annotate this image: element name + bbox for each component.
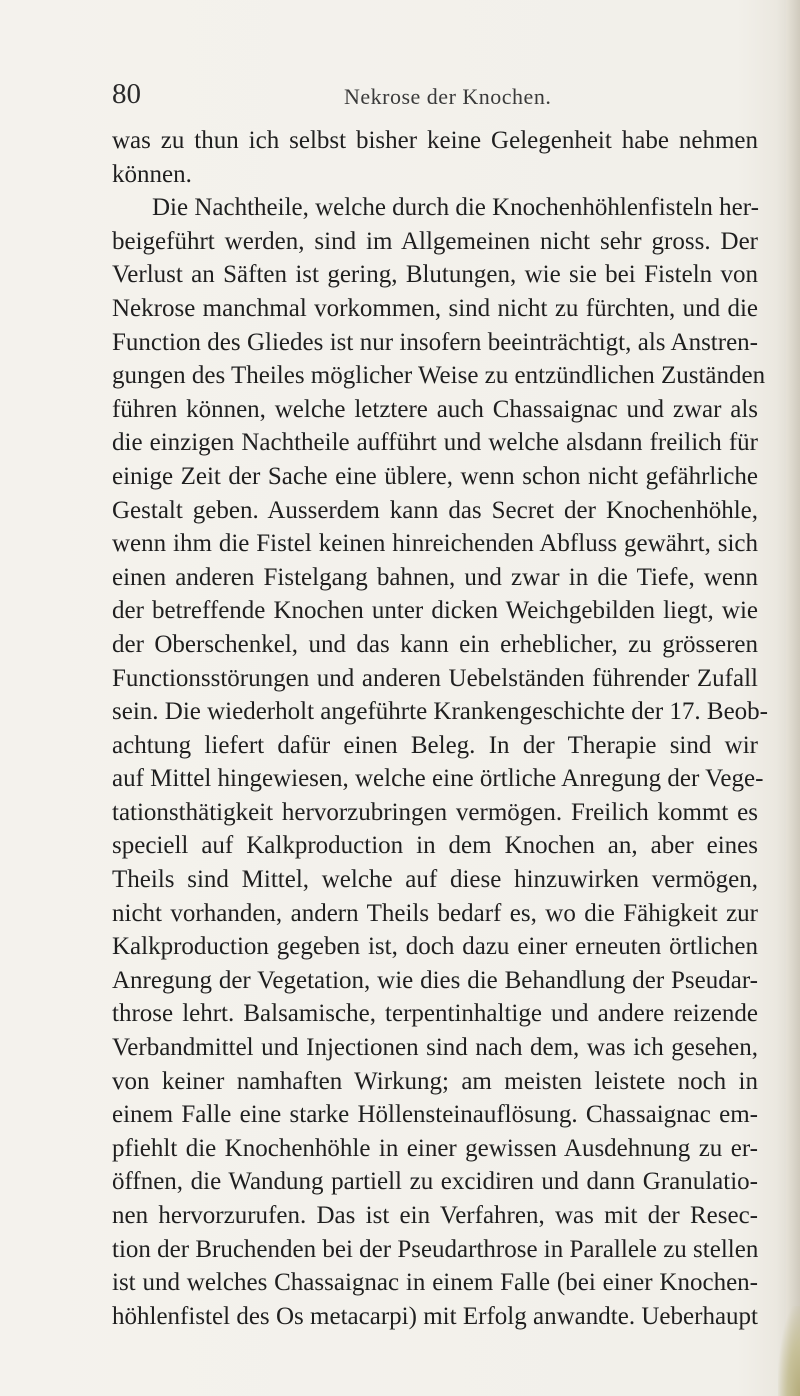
- text-line: Functionsstörungen und anderen Uebelständen führender Zufall: [112, 664, 758, 692]
- text-line: sein. Die wiederholt angeführte Krankengeschichte der 17. Beob-: [112, 698, 769, 726]
- text-line: einen anderen Fistelgang bahnen, und zwar in die Tiefe, wenn: [112, 563, 758, 591]
- text-line: tationsthätigkeit hervorzubringen vermögen. Freilich kommt es: [112, 798, 758, 826]
- page-edge-shadow: [786, 0, 800, 1396]
- text-line: tion der Bruchenden bei der Pseudarthrose in Parallele zu stellen: [112, 1235, 759, 1263]
- text-line: der betreffende Knochen unter dicken Weichgebilden liegt, wie: [112, 597, 758, 625]
- text-line: ist und welches Chassaignac in einem Falle (bei einer Knochen-: [112, 1269, 758, 1297]
- text-line: nicht vorhanden, andern Theils bedarf es, wo die Fähigkeit zur: [112, 899, 758, 927]
- text-line: gungen des Theiles möglicher Weise zu entzündlichen Zuständen: [112, 362, 766, 390]
- text-line: Verlust an Säften ist gering, Blutungen, wie sie bei Fisteln von: [112, 261, 758, 289]
- text-line: Die Nachtheile, welche durch die Knochenhöhlenfisteln her-: [152, 194, 759, 222]
- text-line: öffnen, die Wandung partiell zu excidiren und dann Granulatio-: [112, 1168, 758, 1196]
- text-line: Kalkproduction gegeben ist, doch dazu einer erneuten örtlichen: [112, 933, 758, 961]
- page-header: [112, 78, 752, 114]
- text-line: der Oberschenkel, und das kann ein erheblicher, zu grösseren: [112, 630, 758, 658]
- text-line: nen hervorzurufen. Das ist ein Verfahren, was mit der Resec-: [112, 1202, 758, 1229]
- text-line: einem Falle eine starke Höllensteinauflösung. Chassaignac em-: [112, 1101, 758, 1129]
- text-line: Gestalt geben. Ausserdem kann das Secret der Knochenhöhle,: [112, 496, 758, 524]
- text-line: speciell auf Kalkproduction in dem Knochen an, aber eines: [112, 832, 758, 860]
- text-line: achtung liefert dafür einen Beleg. In der Therapie sind wir: [112, 731, 758, 759]
- text-line: Theils sind Mittel, welche auf diese hinzuwirken vermögen,: [112, 866, 758, 894]
- text-line: führen können, welche letztere auch Chassaignac und zwar als: [112, 395, 758, 423]
- text-line: was zu thun ich selbst bisher keine Gelegenheit habe nehmen: [112, 127, 758, 154]
- text-line: beigeführt werden, sind im Allgemeinen nicht sehr gross. Der: [112, 227, 758, 255]
- text-line: pfiehlt die Knochenhöhle in einer gewissen Ausdehnung zu er-: [112, 1134, 758, 1162]
- text-line: wenn ihm die Fistel keinen hinreichenden Abfluss gewährt, sich: [112, 530, 758, 558]
- text-line: einige Zeit der Sache eine üblere, wenn schon nicht gefährliche: [112, 462, 758, 490]
- page-edge-stain: [778, 1306, 800, 1396]
- body-text: [112, 124, 769, 1333]
- text-line: Anregung der Vegetation, wie dies die Behandlung der Pseudar-: [112, 966, 758, 994]
- text-line: von keiner namhaften Wirkung; am meisten leistete noch in: [112, 1067, 758, 1095]
- text-line: throse lehrt. Balsamische, terpentinhaltige und andere reizende: [112, 1000, 758, 1028]
- text-line: die einzigen Nachtheile aufführt und welche alsdann freilich für: [112, 429, 758, 457]
- text-line: Function des Gliedes ist nur insofern beeinträchtigt, als Anstren-: [112, 328, 758, 356]
- text-line: höhlenfistel des Os metacarpi) mit Erfolg anwandte. Ueberhaupt: [112, 1302, 758, 1330]
- text-line: Nekrose manchmal vorkommen, sind nicht zu fürchten, und die: [112, 294, 758, 322]
- text-line: Verbandmittel und Injectionen sind nach dem, was ich gesehen,: [112, 1034, 758, 1062]
- text-line: auf Mittel hingewiesen, welche eine örtliche Anregung der Vege-: [112, 765, 764, 793]
- page-number: 80: [112, 78, 141, 110]
- text-line: können.: [112, 160, 192, 188]
- running-head: Nekrose der Knochen.: [344, 84, 552, 109]
